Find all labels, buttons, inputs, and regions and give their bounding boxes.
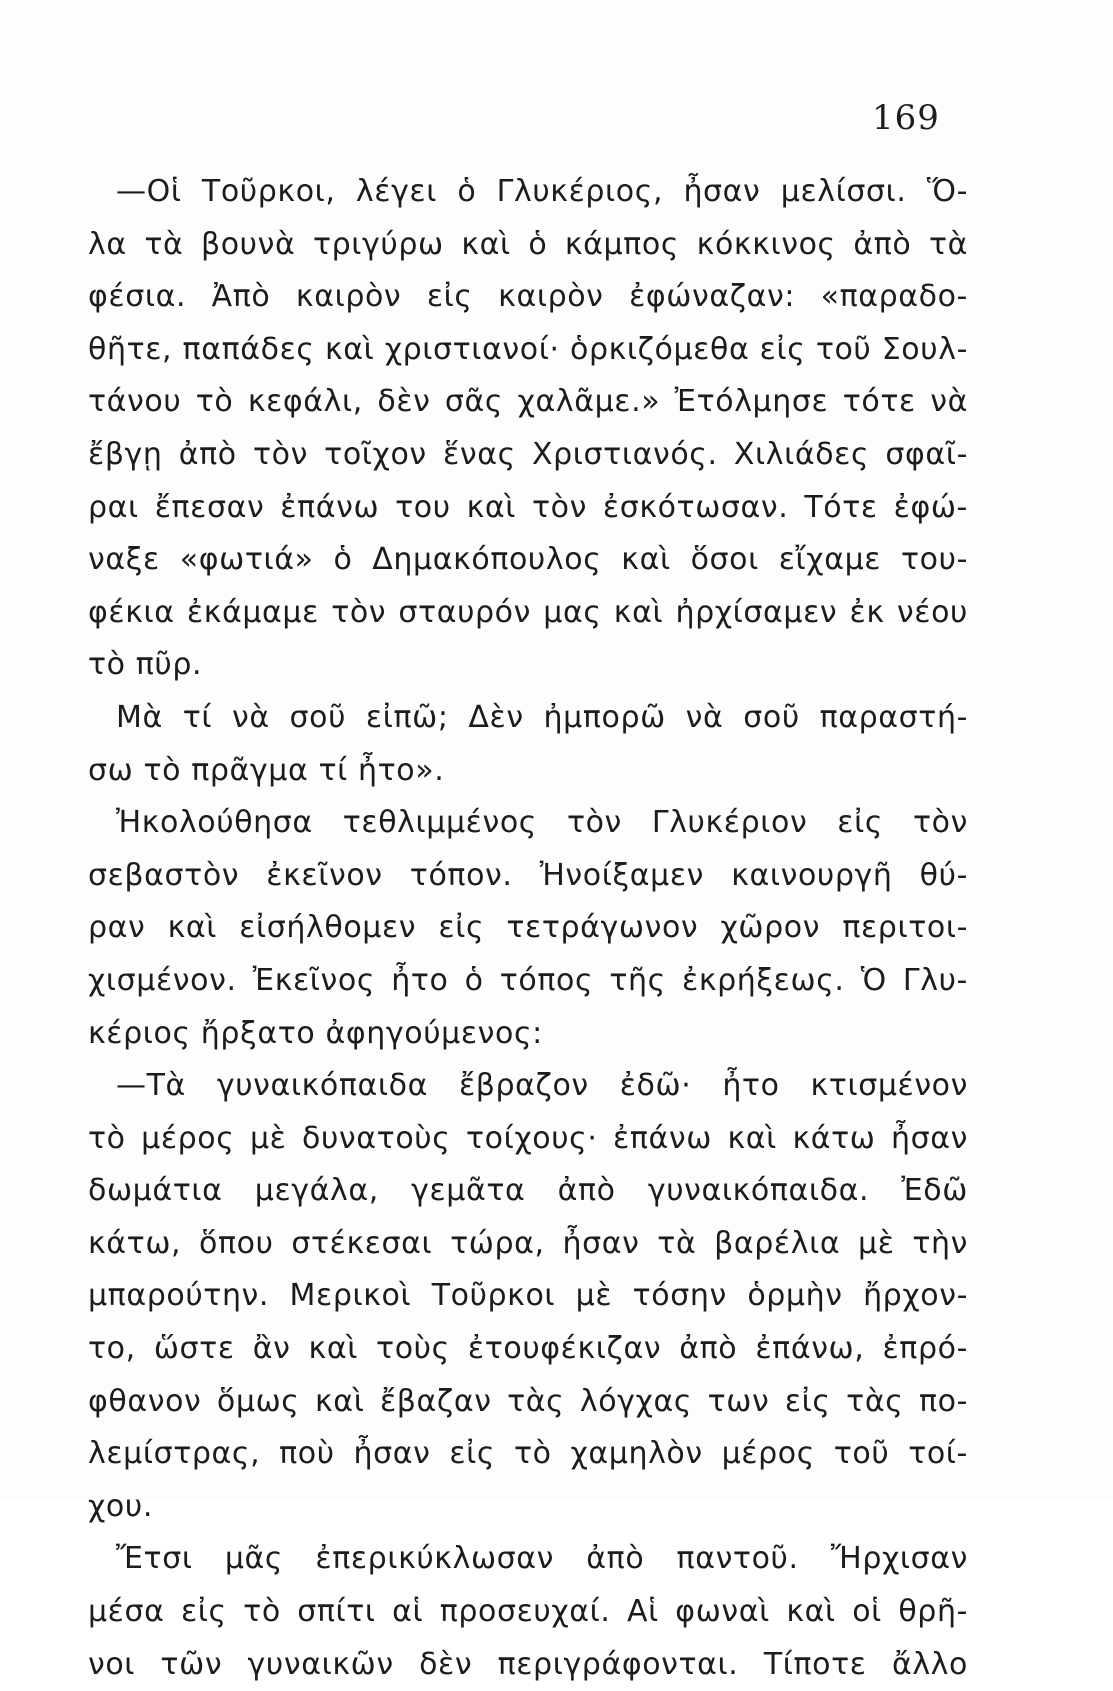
- text-line: χισμένον. Ἐκεῖνος ἦτο ὁ τόπος τῆς ἐκρήξεως. Ὁ Γλυ-: [88, 962, 968, 998]
- text-line: ραι ἔπεσαν ἐπάνω του καὶ τὸν ἐσκότωσαν. Τότε ἐφώ-: [88, 489, 968, 525]
- text-line: ναξε «φωτιά» ὁ Δημακόπουλος καὶ ὅσοι εἴχαμε του-: [88, 542, 968, 578]
- text-line: —Τὰ γυναικόπαιδα ἔβραζον ἐδῶ· ἦτο κτισμένον: [116, 1068, 968, 1104]
- text-line: ἔβγῃ ἀπὸ τὸν τοῖχον ἕνας Χριστιανός. Χιλιάδες σφαῖ-: [88, 436, 968, 472]
- text-line: κέριος ἤρξατο ἀφηγούμενος:: [88, 1015, 543, 1051]
- text-line: φέσια. Ἀπὸ καιρὸν εἰς καιρὸν ἐφώναζαν: «παραδο-: [88, 279, 968, 315]
- text-line: σω τὸ πρᾶγμα τί ἦτο».: [88, 752, 445, 788]
- text-line: Ἠκολούθησα τεθλιμμένος τὸν Γλυκέριον εἰς τὸν: [116, 805, 968, 841]
- text-line: τὸ μέρος μὲ δυνατοὺς τοίχους· ἐπάνω καὶ κάτω ἦσαν: [88, 1120, 968, 1156]
- text-line: φθανον ὅμως καὶ ἔβαζαν τὰς λόγχας των εἰς τὰς πο-: [88, 1383, 968, 1419]
- text-line: σεβαστὸν ἐκεῖνον τόπον. Ἠνοίξαμεν καινουργῆ θύ-: [88, 857, 968, 893]
- text-line: μπαρούτην. Μερικοὶ Τοῦρκοι μὲ τόσην ὁρμὴν ἤρχον-: [88, 1278, 968, 1314]
- text-line: τάνου τὸ κεφάλι, δὲν σᾶς χαλᾶμε.» Ἐτόλμησε τότε νὰ: [88, 384, 968, 420]
- text-line: ραν καὶ εἰσήλθομεν εἰς τετράγωνον χῶρον περιτοι-: [88, 910, 968, 946]
- text-line: χου.: [88, 1488, 153, 1524]
- text-line: νοι τῶν γυναικῶν δὲν περιγράφονται. Τίποτε ἄλλο: [88, 1646, 968, 1682]
- text-line: φέκια ἐκάμαμε τὸν σταυρόν μας καὶ ἠρχίσαμεν ἐκ νέου: [88, 594, 968, 630]
- text-line: —Οἱ Τοῦρκοι, λέγει ὁ Γλυκέριος, ἦσαν μελίσσι. Ὅ-: [116, 174, 968, 209]
- text-line: το, ὥστε ἂν καὶ τοὺς ἐτουφέκιζαν ἀπὸ ἐπάνω, ἐπρό-: [88, 1331, 968, 1367]
- text-line: δωμάτια μεγάλα, γεμᾶτα ἀπὸ γυναικόπαιδα. Ἐδῶ: [88, 1173, 968, 1209]
- page-number: 169: [872, 98, 940, 138]
- text-line: Ἔτσι μᾶς ἐπερικύκλωσαν ἀπὸ παντοῦ. Ἤρχισαν: [116, 1541, 968, 1577]
- body-text: [88, 166, 968, 1691]
- text-line: λα τὰ βουνὰ τριγύρω καὶ ὁ κάμπος κόκκινος ἀπὸ τὰ: [88, 226, 968, 262]
- text-line: Μὰ τί νὰ σοῦ εἰπῶ; Δὲν ἠμπορῶ νὰ σοῦ παραστή-: [116, 699, 968, 735]
- text-line: μέσα εἰς τὸ σπίτι αἱ προσευχαί. Αἱ φωναὶ καὶ οἱ θρῆ-: [88, 1594, 968, 1630]
- text-line: λεμίστρας, ποὺ ἦσαν εἰς τὸ χαμηλὸν μέρος τοῦ τοί-: [88, 1436, 968, 1472]
- text-line: τὸ πῦρ.: [88, 647, 203, 683]
- text-line: θῆτε, παπάδες καὶ χριστιανοί· ὁρκιζόμεθα εἰς τοῦ Σουλ-: [88, 331, 968, 367]
- text-line: κάτω, ὅπου στέκεσαι τώρα, ἦσαν τὰ βαρέλια μὲ τὴν: [88, 1225, 968, 1261]
